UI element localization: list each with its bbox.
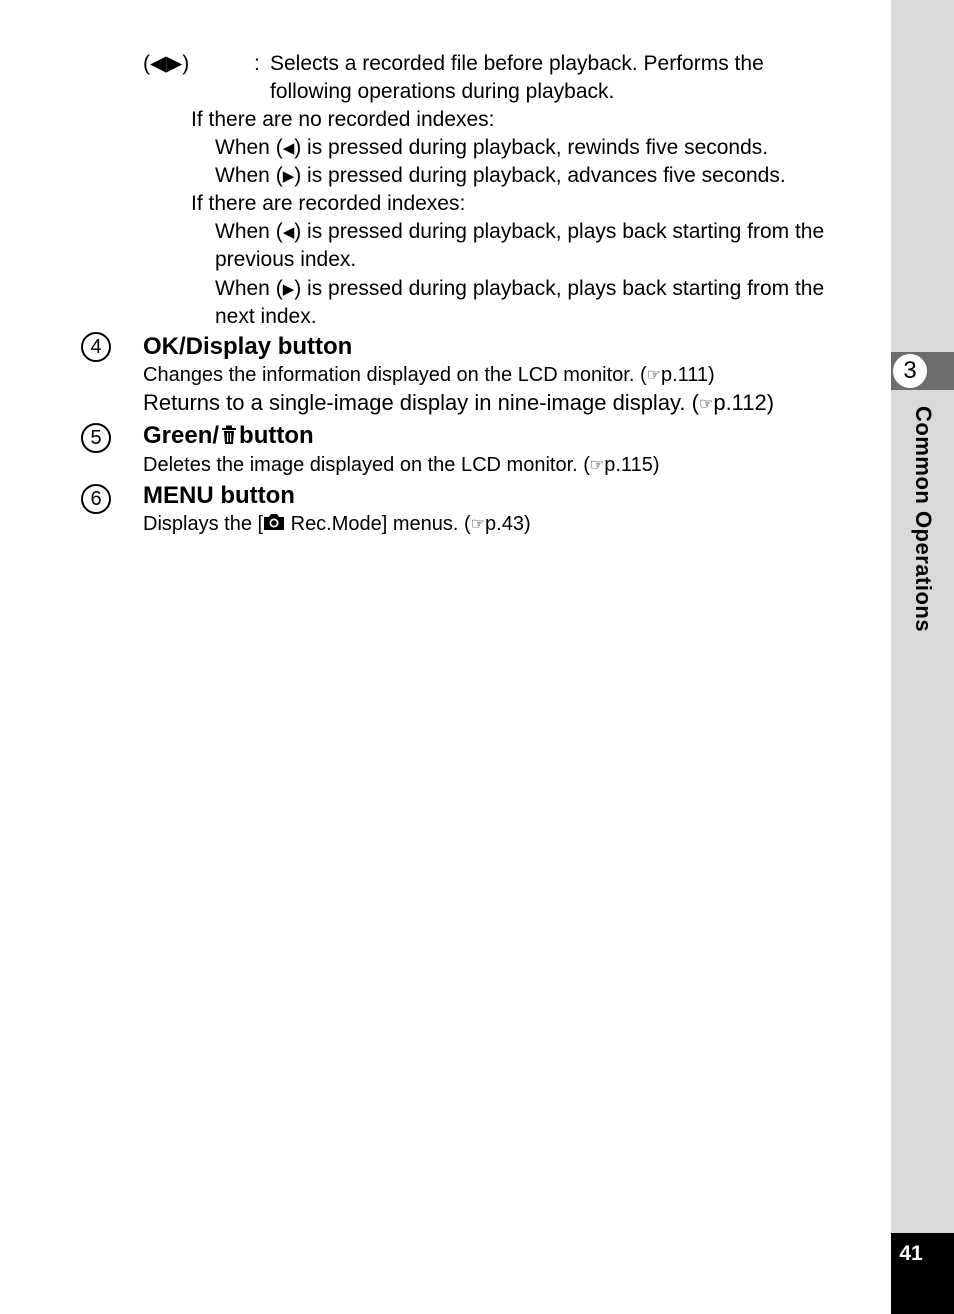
item-desc-line: Displays the [ Rec.Mode] menus. (☞p.43) [143, 510, 531, 539]
item-title: OK/Display button [143, 333, 353, 360]
arrow-key-desc-line1: Selects a recorded file before playback. Performs the [270, 52, 764, 75]
item-number-badge: 4 [81, 332, 111, 362]
page-reference-icon: ☞ [646, 367, 661, 384]
item-number-badge: 6 [81, 484, 111, 514]
index-heading: If there are recorded indexes: [191, 192, 466, 215]
item-title: MENU button [143, 482, 295, 509]
no-index-right-line: When (▶) is pressed during playback, advances five seconds. [215, 162, 786, 191]
left-arrow-icon: ◀ [282, 140, 295, 157]
index-left-line2: previous index. [215, 248, 357, 271]
chapter-title: Common Operations [911, 406, 936, 633]
page-reference-icon: ☞ [698, 396, 714, 413]
left-arrow-icon: ◀ [282, 224, 295, 241]
item-number-badge: 5 [81, 423, 111, 453]
trash-icon [221, 424, 237, 452]
no-index-left-line: When (◀) is pressed during playback, rewinds five seconds. [215, 134, 768, 163]
camera-icon [263, 511, 285, 539]
page-number: 41 [899, 1242, 923, 1265]
item-desc-line: Deletes the image displayed on the LCD monitor. (☞p.115) [143, 451, 659, 480]
chapter-sidebar [891, 0, 954, 1314]
index-right-line2: next index. [215, 305, 317, 328]
page-reference-icon: ☞ [470, 516, 486, 533]
index-right-line1: When (▶) is pressed during playback, plays back starting from the [215, 275, 824, 304]
arrow-key-label: (◀▶) [143, 52, 190, 75]
item-desc-line: Changes the information displayed on the LCD monitor. (☞p.111) [143, 361, 715, 390]
no-index-heading: If there are no recorded indexes: [191, 108, 495, 131]
page-reference-icon: ☞ [589, 457, 605, 474]
arrow-key-colon: : [254, 52, 260, 75]
right-arrow-icon: ▶ [282, 168, 295, 185]
right-arrow-icon: ▶ [282, 281, 295, 298]
item-desc-line: Returns to a single-image display in nine-image display. (☞p.112) [143, 389, 774, 419]
chapter-number: 3 [893, 354, 927, 388]
arrow-key-desc-line2: following operations during playback. [270, 80, 615, 103]
item-title: Green/ button [143, 422, 314, 452]
index-left-line1: When (◀) is pressed during playback, plays back starting from the [215, 218, 824, 247]
